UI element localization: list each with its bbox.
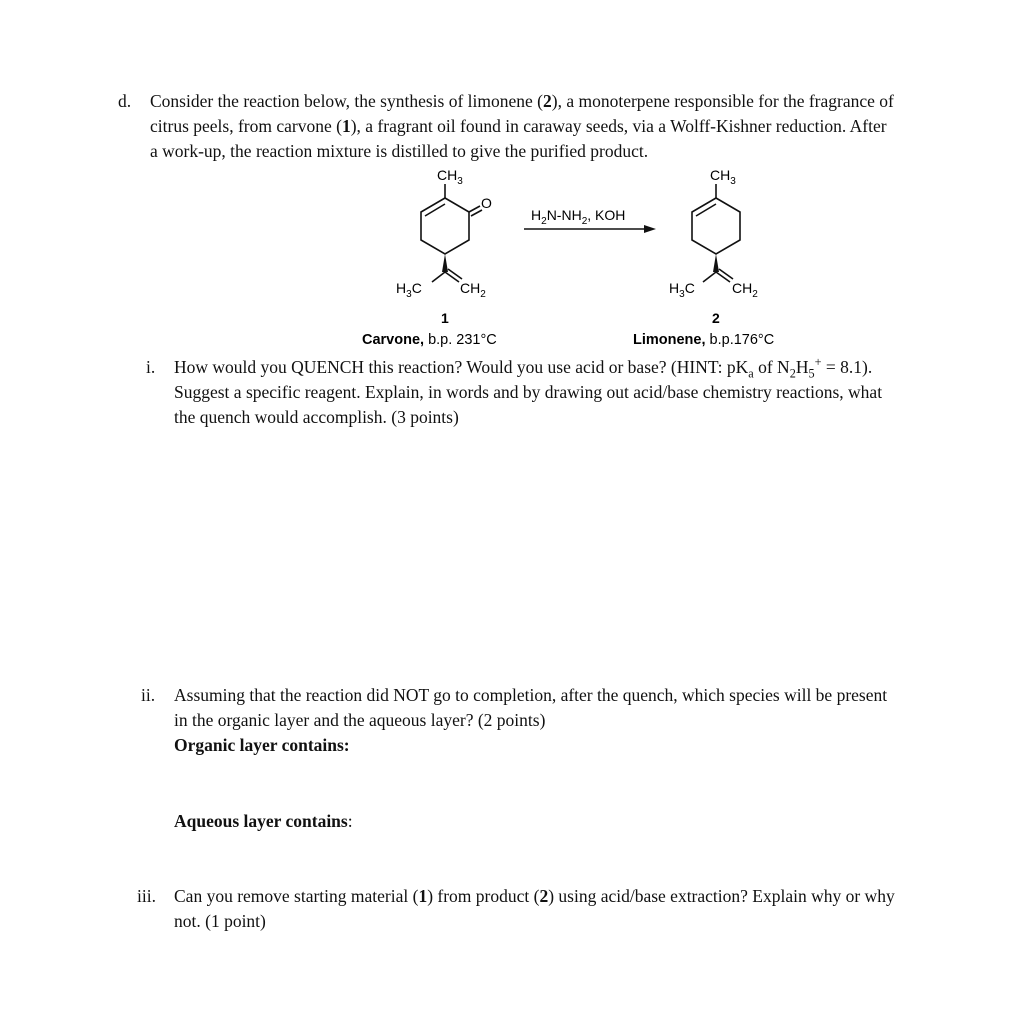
carvone-number: 1 xyxy=(441,310,449,326)
reagent-label: $H_2N-NH_2$, KOH xyxy=(531,207,626,227)
carvone-caption: Carvone, b.p. 231°C xyxy=(362,332,497,348)
question-i-line-3: the quench would accomplish. (3 points) xyxy=(174,407,459,427)
carvone-oxygen-label: O xyxy=(481,195,492,211)
limonene-structure xyxy=(692,184,740,282)
organic-layer-label: Organic layer contains: xyxy=(174,735,350,755)
part-d-marker: d. xyxy=(118,91,132,111)
question-ii-marker: ii. xyxy=(141,685,156,705)
question-i-line-1: How would you QUENCH this reaction? Would you use acid or base? (HINT: $pK_a$ of $N_2H_5^+ = 8.1$). xyxy=(174,355,873,381)
carvone-h3c-label: $H_3C$ xyxy=(396,280,422,300)
part-d-line-3: a work-up, the reaction mixture is distilled to give the purified product. xyxy=(150,141,649,161)
limonene-ch3-label: $CH_3$ xyxy=(710,167,736,187)
limonene-caption: Limonene, b.p.176°C xyxy=(633,332,775,348)
question-ii-line-2: in the organic layer and the aqueous layer? (2 points) xyxy=(174,710,546,730)
question-ii-line-1: Assuming that the reaction did NOT go to completion, after the quench, which species will be present xyxy=(174,685,888,705)
part-d-line-2: citrus peels, from carvone (1), a fragrant oil found in caraway seeds, via a Wolff-Kishner reduction. After xyxy=(150,116,887,136)
question-i-line-2: Suggest a specific reagent. Explain, in words and by drawing out acid/base chemistry reactions, what xyxy=(174,382,883,402)
carvone-structure xyxy=(421,184,482,282)
limonene-h3c-label: $H_3C$ xyxy=(669,280,695,300)
question-i-marker: i. xyxy=(146,357,156,377)
question-iii-line-1: Can you remove starting material (1) from product (2) using acid/base extraction? Explain why or why xyxy=(174,886,895,906)
aqueous-layer-label: Aqueous layer contains: xyxy=(174,811,353,831)
part-d-line-1: Consider the reaction below, the synthesis of limonene (2), a monoterpene responsible for the fragrance of xyxy=(150,91,894,111)
carvone-ch3-label: $CH_3$ xyxy=(437,167,463,187)
limonene-ch2-label: $CH_2$ xyxy=(732,280,758,300)
limonene-number: 2 xyxy=(712,310,720,326)
reaction-scheme xyxy=(0,160,1019,355)
carvone-ch2-label: $CH_2$ xyxy=(460,280,486,300)
question-iii-marker: iii. xyxy=(137,886,156,906)
question-iii-line-2: not. (1 point) xyxy=(174,911,266,931)
